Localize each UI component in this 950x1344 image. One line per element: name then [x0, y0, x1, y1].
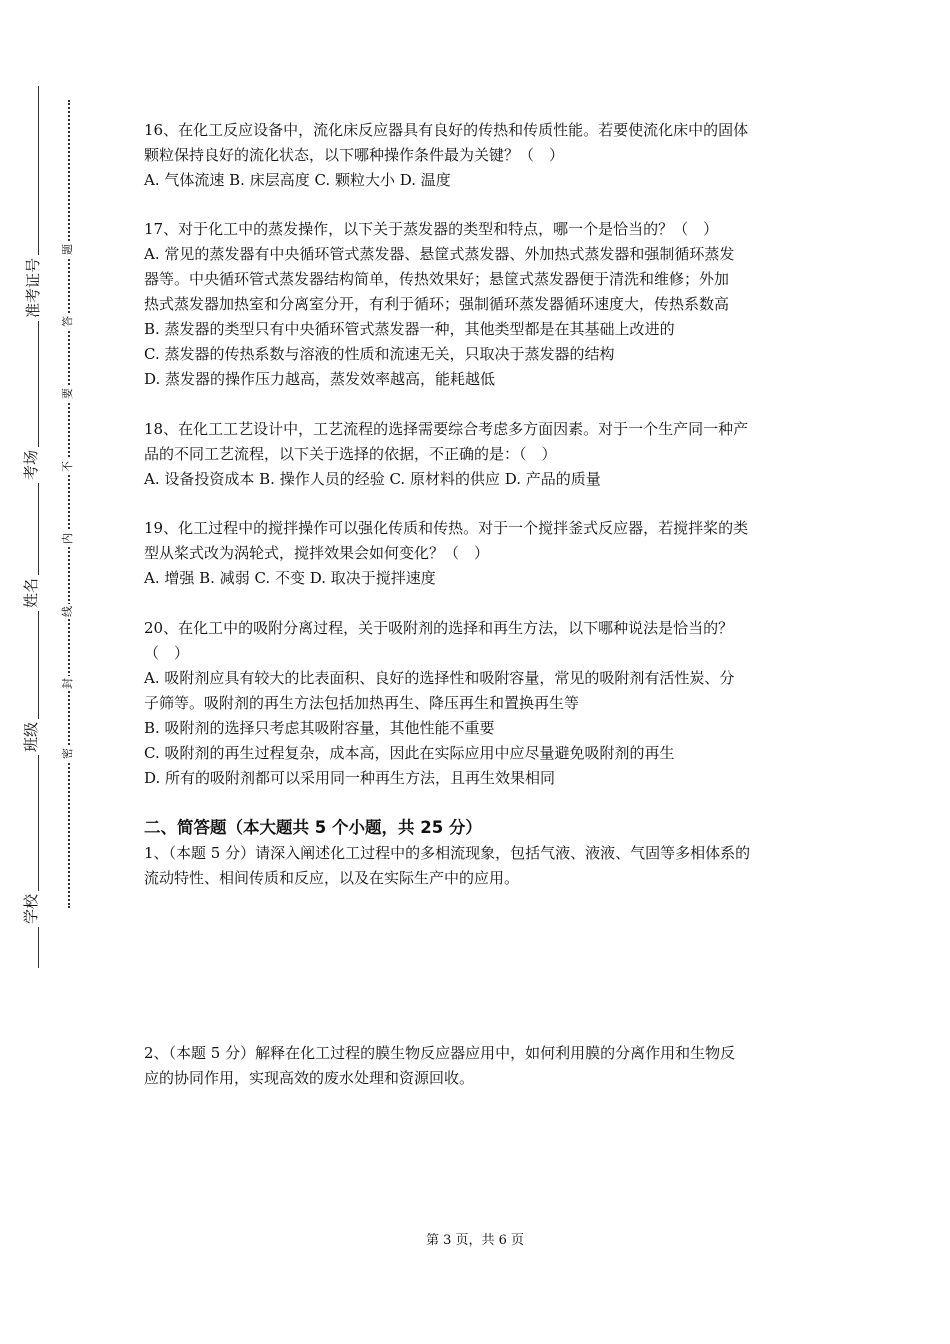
q17-option-d: D. 蒸发器的操作压力越高，蒸发效率越高，能耗越低	[144, 370, 496, 388]
q20-stem-line-2: （ ）	[144, 644, 190, 662]
q18-stem-line-2: 品的不同工艺流程，以下关于选择的依据，不正确的是：（ ）	[144, 445, 557, 463]
q20-option-b: B. 吸附剂的选择只考虑其吸附容量，其他性能不重要	[144, 719, 495, 737]
q17-option-b: B. 蒸发器的类型只有中央循环管式蒸发器一种，其他类型都是在其基础上改进的	[144, 320, 675, 338]
q20-option-d: D. 所有的吸附剂都可以采用同一种再生方法，且再生效果相同	[144, 769, 556, 787]
short-answer-1-line-1: 1、（本题 5 分）请深入阐述化工过程中的多相流现象，包括气液、液液、气固等多相体系的	[144, 844, 751, 862]
q20-option-a-line-2: 子筛等。吸附剂的再生方法包括加热再生、降压再生和置换再生等	[144, 694, 580, 712]
q20-option-a-line-1: A. 吸附剂应具有较大的比表面积、良好的选择性和吸附容量，常见的吸附剂有活性炭、分	[144, 669, 735, 687]
seal-word-8: 密	[61, 748, 74, 759]
seal-word-1: 题	[61, 244, 74, 255]
q17-option-c: C. 蒸发器的传热系数与溶液的性质和流速无关，只取决于蒸发器的结构	[144, 345, 615, 363]
q20-stem-line-1: 20、在化工中的吸附分离过程，关于吸附剂的选择和再生方法，以下哪种说法是恰当的？	[144, 619, 734, 637]
q19-stem-line-2: 型从桨式改为涡轮式，搅拌效果会如何变化？（ ）	[144, 544, 490, 562]
q17-stem: 17、对于化工中的蒸发操作，以下关于蒸发器的类型和特点，哪一个是恰当的？（ ）	[144, 220, 719, 238]
seal-word-2: 答	[61, 316, 74, 327]
section-2-heading: 二、简答题（本大题共 5 个小题，共 25 分）	[144, 818, 482, 837]
margin-label-exam-id: 准考证号	[24, 255, 42, 321]
q19-stem-line-1: 19、化工过程中的搅拌操作可以强化传质和传热。对于一个搅拌釜式反应器，若搅拌桨的类	[144, 519, 749, 537]
q18-stem-line-1: 18、在化工工艺设计中，工艺流程的选择需要综合考虑多方面因素。对于一个生产同一种产	[144, 420, 749, 438]
seal-word-3: 要	[61, 388, 74, 399]
q16-stem-line-2: 颗粒保持良好的流化状态，以下哪种操作条件最为关键？（ ）	[144, 146, 565, 164]
seal-word-7: 封	[61, 678, 74, 689]
binding-dotted-line	[68, 100, 70, 908]
q18-options: A. 设备投资成本 B. 操作人员的经验 C. 原材料的供应 D. 产品的质量	[144, 470, 601, 488]
q17-option-a-line-3: 热式蒸发器加热室和分离室分开，有利于循环；强制循环蒸发器循环速度大，传热系数高	[144, 295, 730, 313]
seal-word-6: 线	[61, 606, 74, 617]
q16-options: A. 气体流速 B. 床层高度 C. 颗粒大小 D. 温度	[144, 171, 451, 189]
q19-options: A. 增强 B. 减弱 C. 不变 D. 取决于搅拌速度	[144, 569, 436, 587]
short-answer-2-line-1: 2、（本题 5 分）解释在化工过程的膜生物反应器应用中，如何利用膜的分离作用和生物反	[144, 1044, 736, 1062]
margin-label-name: 姓名	[22, 575, 40, 611]
binding-solid-line	[38, 86, 39, 968]
q17-option-a-line-2: 器等。中央循环管式蒸发器结构简单，传热效果好；悬筐式蒸发器便于清洗和维修；外加	[144, 270, 730, 288]
seal-word-4: 不	[61, 461, 74, 472]
margin-label-class: 班级	[22, 719, 40, 755]
seal-word-5: 内	[61, 533, 74, 544]
short-answer-2-line-2: 应的协同作用，实现高效的废水处理和资源回收。	[144, 1069, 475, 1087]
q20-option-c: C. 吸附剂的再生过程复杂，成本高，因此在实际应用中应尽量避免吸附剂的再生	[144, 744, 675, 762]
margin-label-exam-room: 考场	[22, 447, 40, 483]
q16-stem-line-1: 16、在化工反应设备中，流化床反应器具有良好的传热和传质性能。若要使流化床中的固体	[144, 121, 749, 139]
q17-option-a-line-1: A. 常见的蒸发器有中央循环管式蒸发器、悬筐式蒸发器、外加热式蒸发器和强制循环蒸发	[144, 245, 735, 263]
margin-label-school: 学校	[22, 891, 40, 927]
page-footer: 第 3 页，共 6 页	[425, 1233, 525, 1248]
short-answer-1-line-2: 流动特性、相间传质和反应，以及在实际生产中的应用。	[144, 869, 520, 887]
